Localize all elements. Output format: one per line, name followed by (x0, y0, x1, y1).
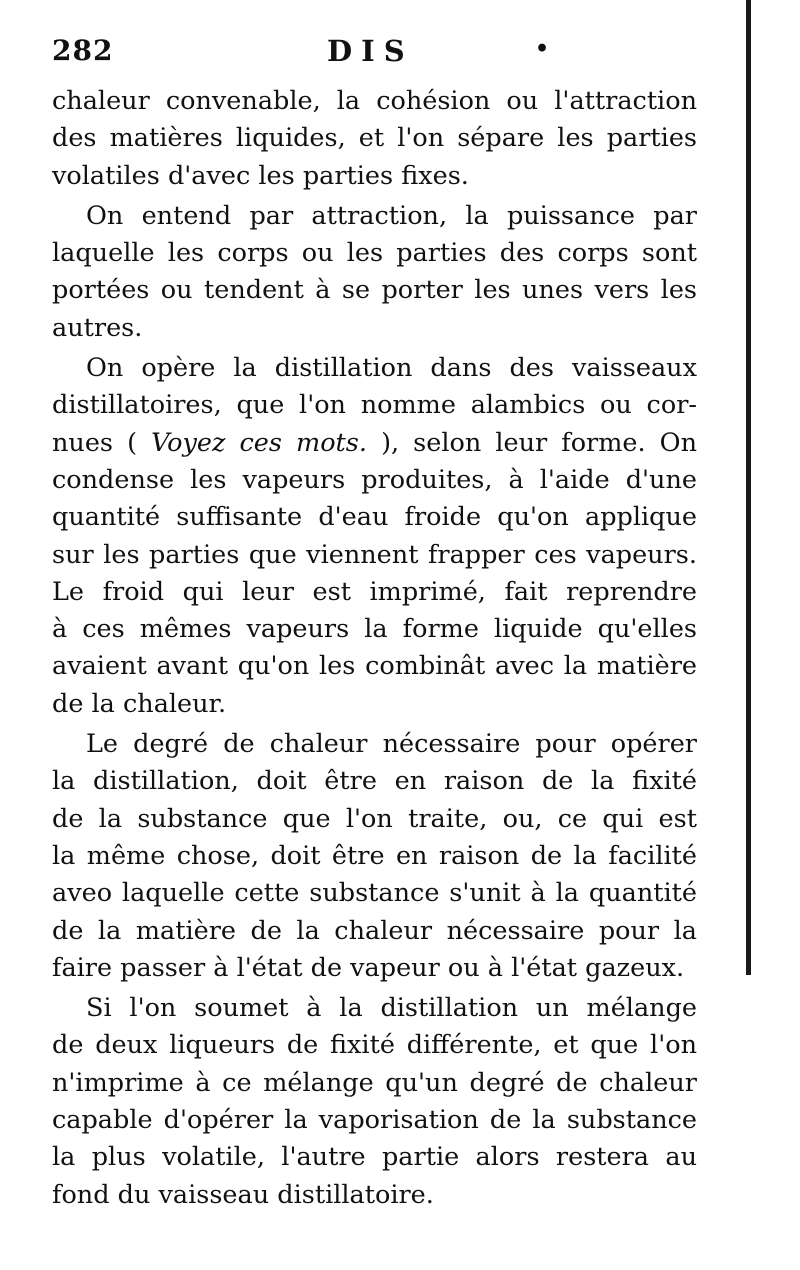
text-line: avaient avant qu'on les combinât avec la matière (52, 651, 697, 682)
text-line: des matières liquides, et l'on sépare les parties (52, 123, 697, 154)
text-line: de la substance que l'on traite, ou, ce qui est (52, 803, 697, 834)
text-line: la même chose, doit être en raison de la facilité (52, 840, 697, 871)
paragraph (52, 198, 697, 347)
text-line: n'imprime à ce mélange qu'un degré de chaleur (52, 1067, 697, 1098)
text-line: condense les vapeurs produites, à l'aide d'une (52, 464, 697, 495)
text-line: autres. (52, 312, 143, 343)
text-line: de la matière de la chaleur nécessaire pour la (52, 915, 697, 946)
text-line: de deux liqueurs de fixité différente, et que l'on (52, 1030, 697, 1061)
text-line: Si l'on soumet à la distillation un mélange (86, 993, 697, 1024)
text-line: Le froid qui leur est imprimé, fait reprendre (52, 576, 697, 607)
text-line: sur les parties que viennent frapper ces vapeurs. (52, 539, 697, 570)
text-line: faire passer à l'état de vapeur ou à l'état gazeux. (52, 952, 685, 983)
text-line: la distillation, doit être en raison de la fixité (52, 766, 697, 797)
text-line (52, 425, 697, 462)
paragraph (52, 990, 697, 1214)
text-line: aveo laquelle cette substance s'unit à la quantité (52, 878, 697, 909)
running-head (52, 34, 692, 74)
text-line: de la chaleur. (52, 688, 227, 719)
header-mark: • (535, 36, 550, 62)
text-line: quantité suffisante d'eau froide qu'on applique (52, 502, 697, 533)
page-header-title: DIS (327, 34, 414, 68)
text-line: On entend par attraction, la puissance par (86, 200, 697, 231)
text-line: la plus volatile, l'autre partie alors restera au (52, 1142, 697, 1173)
text-line: laquelle les corps ou les parties des corps sont (52, 238, 697, 269)
paragraph (52, 83, 697, 195)
text-line: volatiles d'avec les parties fixes. (52, 160, 469, 191)
text-line: distillatoires, que l'on nomme alambics ou cor- (52, 390, 697, 421)
page-number: 282 (52, 34, 114, 67)
text-line: portées ou tendent à se porter les unes vers les (52, 275, 697, 306)
text-line: à ces mêmes vapeurs la forme liquide qu'elles (52, 614, 697, 645)
text-segment: nues ( (52, 427, 138, 458)
italic-reference: Voyez ces mots. (151, 427, 367, 458)
text-line: On opère la distillation dans des vaisseaux (86, 353, 697, 384)
text-line: chaleur convenable, la cohésion ou l'attraction (52, 86, 697, 116)
paragraph (52, 350, 697, 723)
text-line: Le degré de chaleur nécessaire pour opérer (86, 729, 697, 760)
page-binding-edge (746, 0, 751, 975)
body-text (52, 83, 697, 1214)
text-segment: ), selon leur forme. On (381, 427, 697, 458)
paragraph (52, 726, 697, 987)
text-line: capable d'opérer la vaporisation de la substance (52, 1105, 697, 1136)
text-line: fond du vaisseau distillatoire. (52, 1179, 434, 1210)
